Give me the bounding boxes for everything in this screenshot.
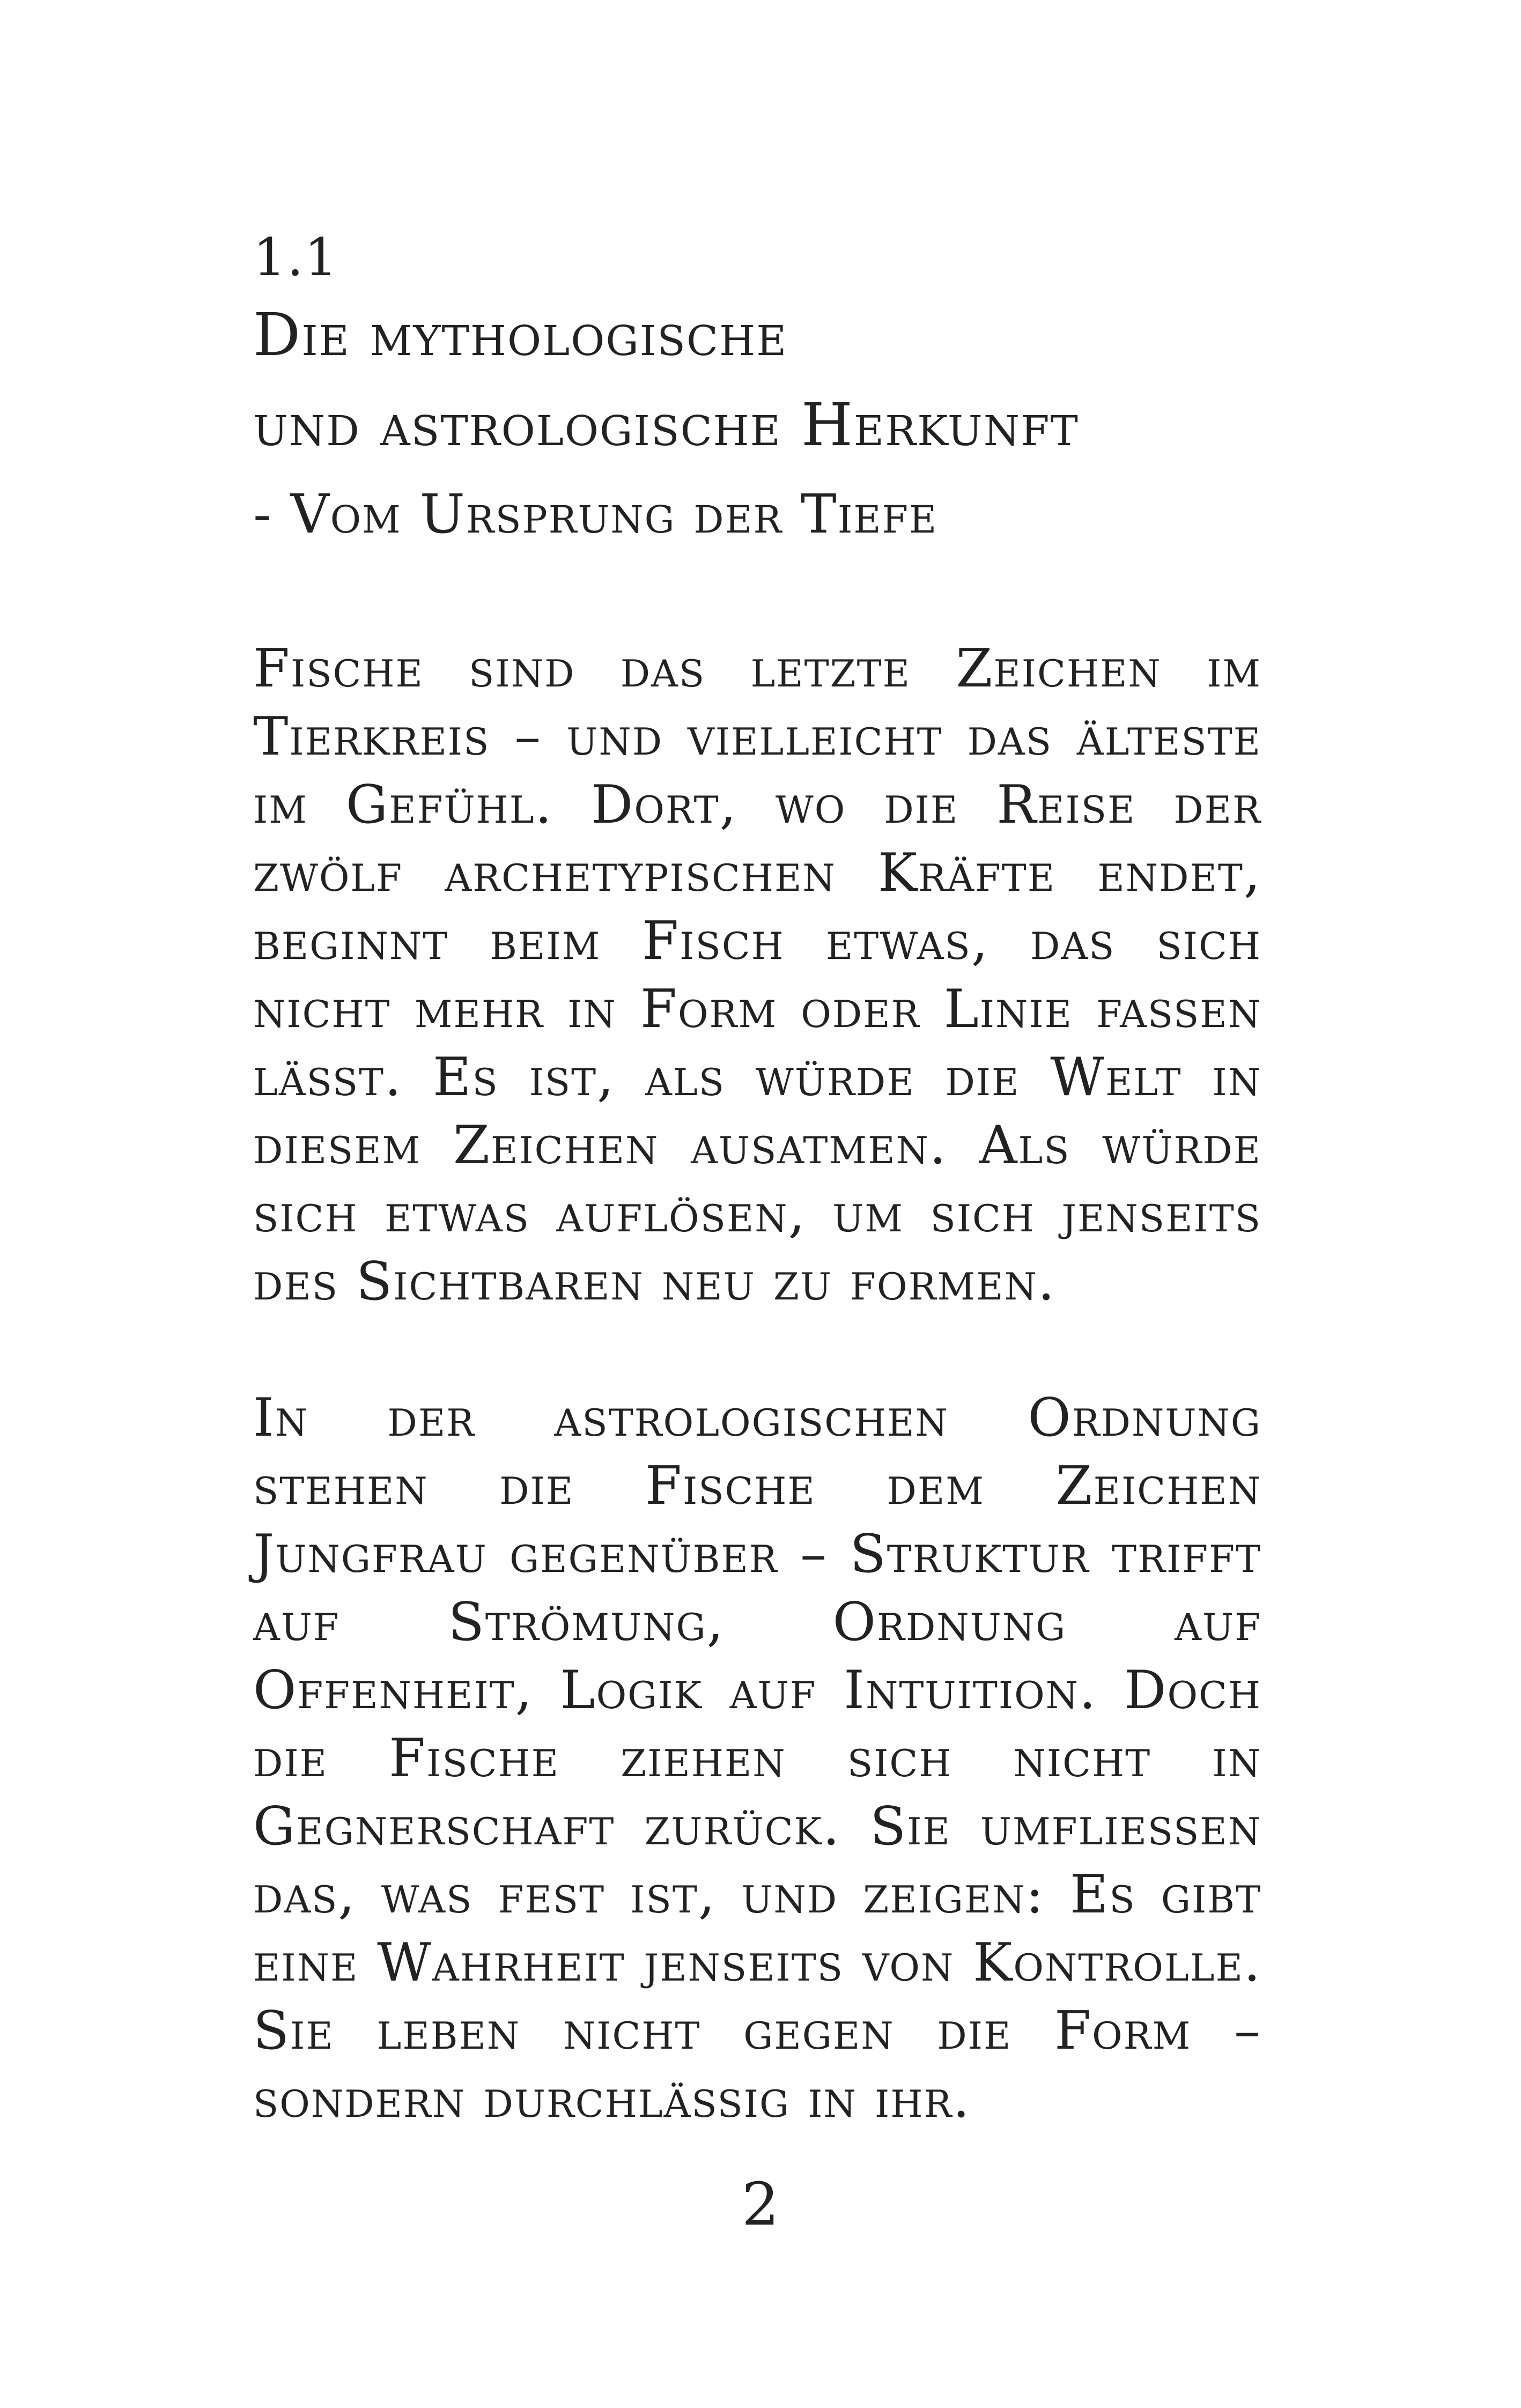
chapter-title-line-2: und astrologische Herkunft [253,390,1079,459]
chapter-subtitle: - Vom Ursprung der Tiefe [253,483,938,545]
body-paragraph-2: In der astrologischen Ordnung stehen die Fische dem Zeichen Jungfrau gegenüber – Struktur trifft auf Strömung, Ordnung auf Offenheit, Logik auf Intuition. Doch die Fische ziehen sich nicht in Gegnerschaft zurück. Sie umfliessen das, was fest ist, und zeigen: Es gibt eine Wahrheit jenseits von Kontrolle. Sie leben nicht gegen die Form – sondern durchlässig in ihr. [253,1387,1261,2130]
chapter-title-line-1: Die mythologische [253,300,788,369]
chapter-title [253,290,1261,470]
page-content [253,225,1261,2133]
body-paragraph-1: Fische sind das letzte Zeichen im Tierkreis – und vielleicht das älteste im Gefühl. Dort, wo die Reise der zwölf archetypischen Kräfte endet, beginnt beim Fisch etwas, das sich nicht mehr in Form oder Linie fassen lässt. Es ist, als würde die Welt in diesem Zeichen ausatmen. Als würde sich etwas auflösen, um sich jenseits des Sichtbaren neu zu formen. [253,638,1261,1312]
chapter-number: 1.1 [253,227,338,287]
page-number: 2 [742,2170,779,2239]
